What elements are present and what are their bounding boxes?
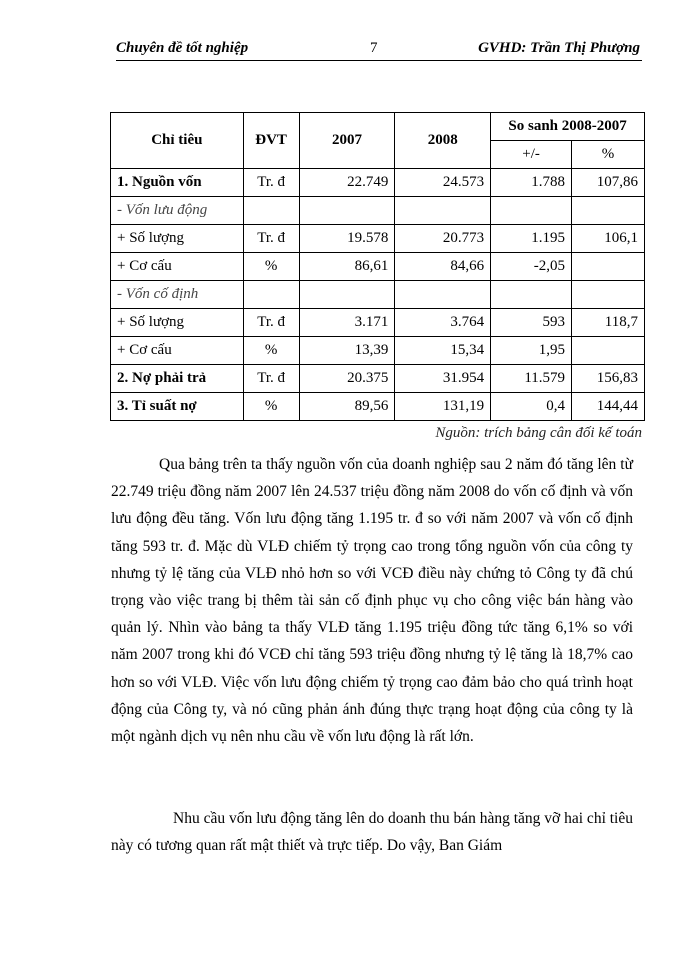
row-label: 1. Nguồn vốn — [111, 169, 244, 197]
table-row — [111, 281, 645, 309]
row-value-2008: 3.764 — [395, 309, 491, 337]
row-unit: Tr. đ — [243, 365, 299, 393]
row-diff: 0,4 — [491, 393, 572, 421]
page-number: 7 — [370, 40, 378, 56]
row-label: + Số lượng — [111, 225, 244, 253]
row-value-2007: 13,39 — [299, 337, 395, 365]
row-diff — [491, 197, 572, 225]
row-label: + Cơ cấu — [111, 337, 244, 365]
row-value-2007 — [299, 197, 395, 225]
row-value-2008 — [395, 281, 491, 309]
row-unit: Tr. đ — [243, 225, 299, 253]
row-label: - Vốn lưu động — [111, 197, 244, 225]
row-diff: 11.579 — [491, 365, 572, 393]
row-pct — [572, 281, 645, 309]
table-row — [111, 169, 645, 197]
row-diff: 1,95 — [491, 337, 572, 365]
row-value-2008: 15,34 — [395, 337, 491, 365]
table-row — [111, 253, 645, 281]
row-diff — [491, 281, 572, 309]
row-unit: Tr. đ — [243, 169, 299, 197]
row-value-2007: 22.749 — [299, 169, 395, 197]
row-value-2008: 20.773 — [395, 225, 491, 253]
header-divider — [116, 60, 642, 61]
row-unit — [243, 197, 299, 225]
col-header-pct: % — [572, 141, 645, 169]
row-value-2007: 86,61 — [299, 253, 395, 281]
table-row — [111, 309, 645, 337]
row-pct: 144,44 — [572, 393, 645, 421]
row-value-2008 — [395, 197, 491, 225]
row-unit — [243, 281, 299, 309]
row-value-2008: 31.954 — [395, 365, 491, 393]
col-header-diff: +/- — [491, 141, 572, 169]
col-header-unit: ĐVT — [243, 113, 299, 169]
row-value-2008: 84,66 — [395, 253, 491, 281]
source-note: Nguồn: trích bảng cân đối kế toán — [435, 425, 642, 441]
row-pct — [572, 337, 645, 365]
row-unit: Tr. đ — [243, 309, 299, 337]
row-unit: % — [243, 393, 299, 421]
row-pct: 106,1 — [572, 225, 645, 253]
col-header-compare: So sanh 2008-2007 — [491, 113, 645, 141]
table-row — [111, 393, 645, 421]
row-pct: 107,86 — [572, 169, 645, 197]
paragraph-2: Nhu cầu vốn lưu động tăng lên do doanh thu bán hàng tăng vỡ hai chỉ tiêu này có tương quan rất mật thiết và trực tiếp. Do vậy, Ban Giám — [111, 810, 633, 855]
row-value-2008: 24.573 — [395, 169, 491, 197]
row-pct: 118,7 — [572, 309, 645, 337]
row-label: + Cơ cấu — [111, 253, 244, 281]
row-pct — [572, 197, 645, 225]
row-pct: 156,83 — [572, 365, 645, 393]
capital-table — [110, 112, 645, 421]
row-label: + Số lượng — [111, 309, 244, 337]
row-label: 2. Nợ phải trả — [111, 365, 244, 393]
col-header-2008: 2008 — [395, 113, 491, 169]
supervisor-name: GVHD: Trần Thị Phượng — [478, 40, 640, 56]
row-diff: 1.788 — [491, 169, 572, 197]
row-unit: % — [243, 253, 299, 281]
document-title: Chuyên đề tốt nghiệp — [116, 40, 249, 56]
row-diff: -2,05 — [491, 253, 572, 281]
row-pct — [572, 253, 645, 281]
table-row — [111, 225, 645, 253]
col-header-indicator: Chỉ tiêu — [111, 113, 244, 169]
row-label: - Vốn cố định — [111, 281, 244, 309]
row-value-2008: 131,19 — [395, 393, 491, 421]
page-header — [116, 38, 640, 60]
table-row — [111, 337, 645, 365]
row-diff: 593 — [491, 309, 572, 337]
paragraph-1: Qua bảng trên ta thấy nguồn vốn của doanh nghiệp sau 2 năm đó tăng lên từ 22.749 triệu đồng năm 2007 lên 24.537 triệu đồng năm 2008 do vốn cố định và vốn lưu động đều tăng. Vốn lưu động tăng 1.195 tr. đ so với năm 2007 và vốn cố định tăng 593 tr. đ. Mặc dù VLĐ chiếm tỷ trọng cao trong tổng nguồn vốn của công ty nhưng tỷ lệ tăng của VLĐ nhỏ hơn so với VCĐ điều này chứng tỏ Công ty đã chú trọng vào việc trang bị thêm tài sản cố định phục vụ cho công việc bán hàng vào quản lý. Nhìn vào bảng ta thấy VLĐ tăng 1.195 triệu đồng tức tăng 6,1% so với năm 2007 trong khi đó VCĐ chỉ tăng 593 triệu đồng nhưng tỷ lệ tăng là 18,7% cao hơn so với VLĐ. Việc vốn lưu động chiếm tỷ trọng cao đảm bảo cho quá trình hoạt động của Công ty, và nó cũng phản ánh đúng thực trạng hoạt động của công ty là một ngành dịch vụ nên nhu cầu về vốn lưu động là rất lớn. — [111, 456, 633, 746]
table-row — [111, 365, 645, 393]
row-unit: % — [243, 337, 299, 365]
col-header-2007: 2007 — [299, 113, 395, 169]
row-value-2007: 20.375 — [299, 365, 395, 393]
table-row — [111, 197, 645, 225]
row-value-2007: 19.578 — [299, 225, 395, 253]
row-value-2007: 3.171 — [299, 309, 395, 337]
row-label: 3. Tỉ suất nợ — [111, 393, 244, 421]
row-value-2007 — [299, 281, 395, 309]
table-header-row — [111, 113, 645, 141]
table-body — [111, 169, 645, 421]
row-value-2007: 89,56 — [299, 393, 395, 421]
row-diff: 1.195 — [491, 225, 572, 253]
